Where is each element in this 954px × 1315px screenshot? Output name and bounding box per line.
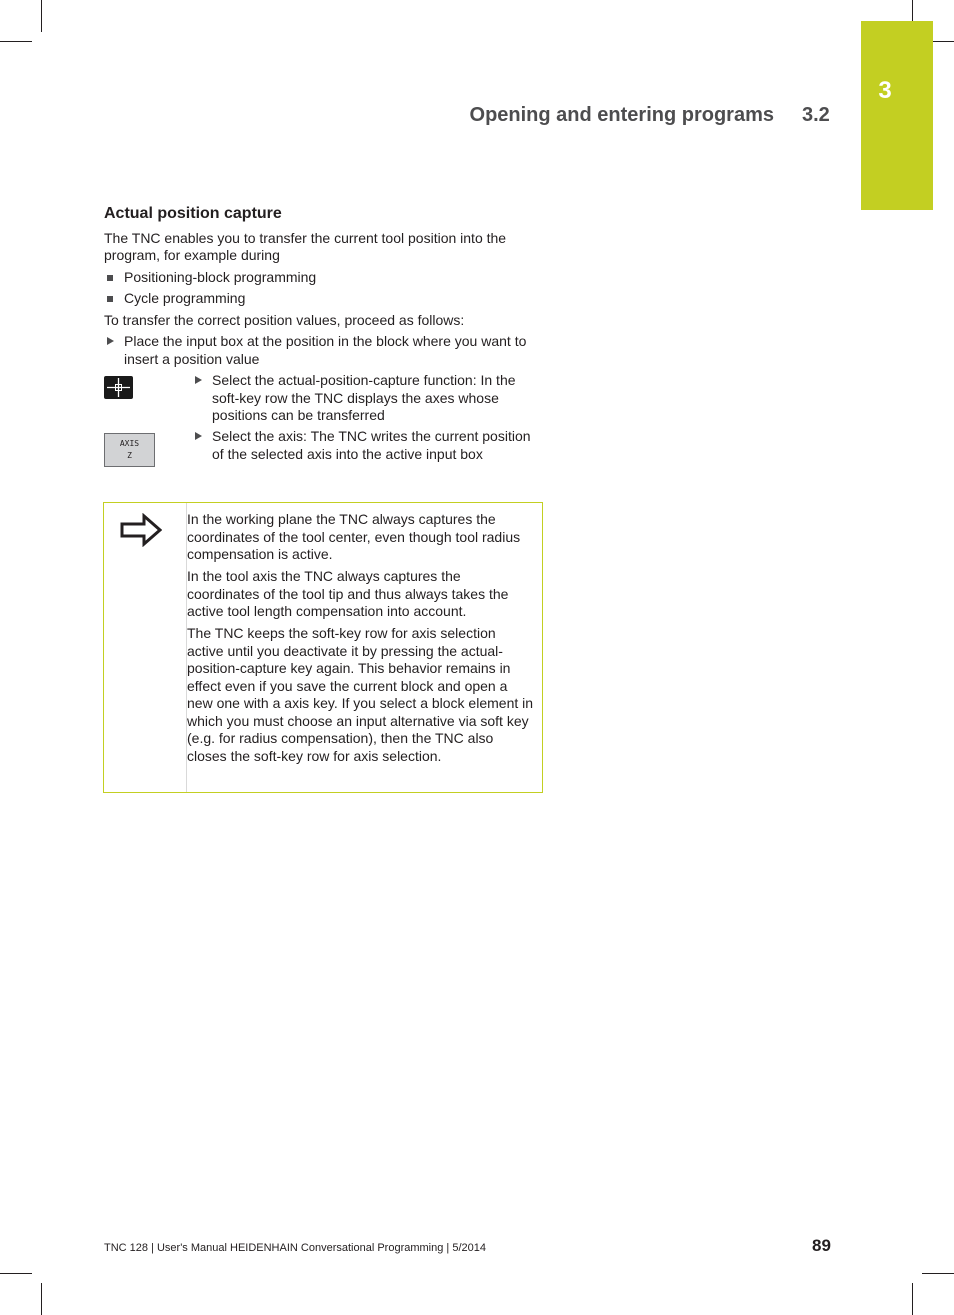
- softkey-label: AXIS: [119, 439, 140, 448]
- crop-mark: [41, 0, 42, 32]
- step-row-axis-select: [104, 428, 544, 484]
- crop-mark: [912, 1283, 913, 1315]
- crop-mark: [0, 41, 32, 42]
- crop-mark: [0, 1273, 32, 1274]
- step-row-position-capture: [104, 372, 544, 428]
- note-text: [187, 511, 535, 770]
- actual-position-capture-key[interactable]: [104, 376, 133, 399]
- list-item: Positioning-block programming: [104, 269, 544, 287]
- proceed-paragraph: To transfer the correct position values, proceed as follows:: [104, 311, 465, 328]
- step-item: Select the actual-position-capture function: In the soft-key row the TNC displays the axes whose positions can be transferred: [192, 372, 544, 425]
- softkey-label: Z: [127, 451, 132, 460]
- axis-z-softkey[interactable]: [104, 433, 155, 467]
- footer-text: TNC 128 | User's Manual HEIDENHAIN Conversational Programming | 5/2014: [104, 1242, 486, 1254]
- note-paragraph: In the tool axis the TNC always captures the coordinates of the tool tip and thus always takes the active tool length compensation into account.: [187, 568, 509, 619]
- section-heading: Actual position capture: [104, 205, 282, 222]
- list-item: Cycle programming: [104, 290, 544, 308]
- main-content: [104, 205, 544, 484]
- chapter-number: 3: [878, 77, 892, 104]
- note-paragraph: In the working plane the TNC always captures the coordinates of the tool center, even though tool radius compensation is active.: [187, 511, 521, 562]
- crop-mark: [41, 1283, 42, 1315]
- chapter-tab: [861, 21, 933, 210]
- crosshair-icon: [104, 376, 133, 399]
- page-number: 89: [812, 1236, 831, 1255]
- intro-paragraph: The TNC enables you to transfer the current tool position into the program, for example during: [104, 229, 507, 263]
- page-title: Opening and entering programs: [469, 104, 774, 126]
- note-box: [103, 502, 543, 793]
- step-item: Select the axis: The TNC writes the current position of the selected axis into the active input box: [192, 428, 544, 463]
- arrow-right-icon: [120, 513, 162, 552]
- step-item: Place the input box at the position in the block where you want to insert a position value: [104, 333, 544, 368]
- note-paragraph: The TNC keeps the soft-key row for axis selection active until you deactivate it by pressing the actual-position-capture key again. This behavior remains in effect even if you save the current block and open a new one with a axis key. If you select a block element in which you must choose an input alternative via soft key (e.g. for radius compensation), then the TNC also closes the soft-key row for axis selection.: [187, 625, 534, 764]
- crop-mark: [922, 1273, 954, 1274]
- section-number: 3.2: [802, 104, 830, 126]
